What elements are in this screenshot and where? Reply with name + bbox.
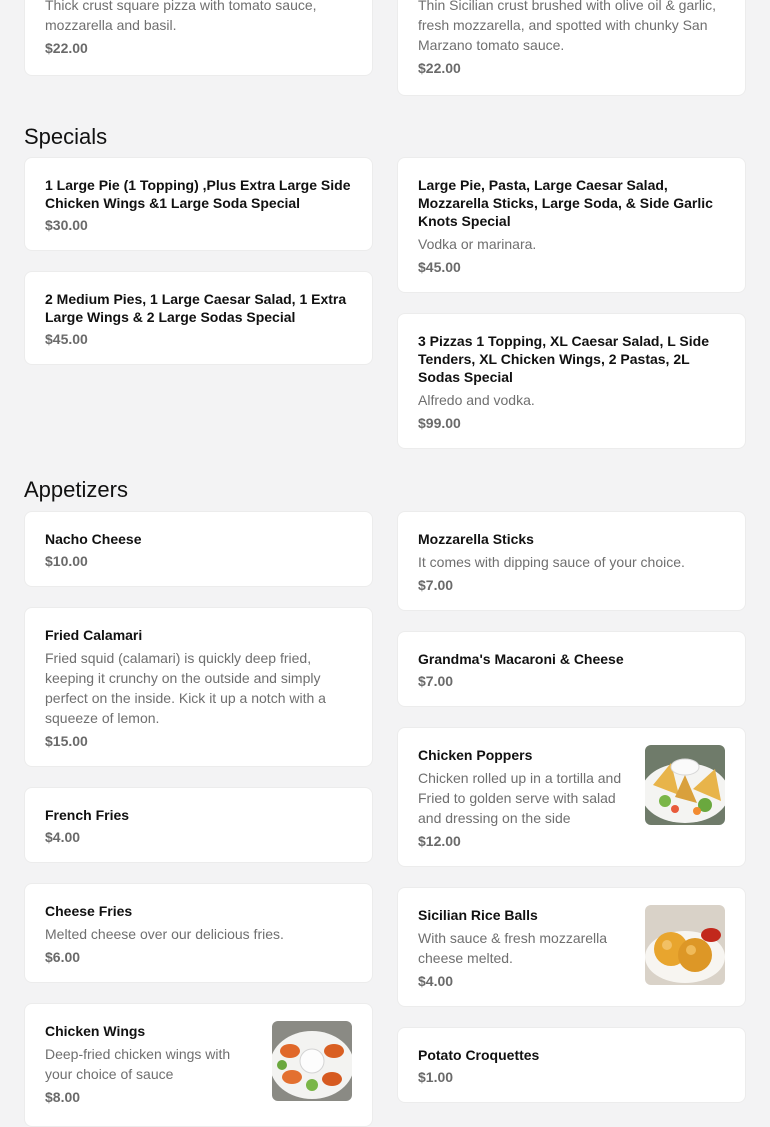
item-title: Chicken Wings: [45, 1023, 146, 1039]
item-description: Thick crust square pizza with tomato sauce, mozzarella and basil.: [45, 0, 317, 33]
item-description: Fried squid (calamari) is quickly deep fried, keeping it crunchy on the outside and simply perfect on the inside. Kick it up a notch with a squeeze of lemon.: [45, 650, 326, 726]
item-price: $15.00: [45, 733, 88, 749]
item-description: Deep-fried chicken wings with your choice of sauce: [45, 1046, 231, 1082]
item-price: $7.00: [418, 673, 454, 689]
item-title: 2 Medium Pies, 1 Large Caesar Salad, 1 Extra Large Wings & 2 Large Sodas Special: [45, 291, 347, 325]
item-price: $4.00: [45, 829, 81, 845]
item-price: $22.00: [45, 40, 88, 56]
menu-item-card[interactable]: [397, 157, 746, 293]
chicken-poppers-image[interactable]: [645, 745, 725, 825]
item-price: $8.00: [45, 1089, 81, 1105]
item-price: $1.00: [418, 1069, 454, 1085]
item-price: $7.00: [418, 577, 454, 593]
item-title: 3 Pizzas 1 Topping, XL Caesar Salad, L Side Tenders, XL Chicken Wings, 2 Pastas, 2L Sodas Special: [418, 333, 709, 385]
section-title-appetizers: Appetizers: [24, 477, 128, 502]
menu-item-card[interactable]: [397, 313, 746, 449]
menu-item-card[interactable]: [397, 1027, 746, 1103]
item-price: $30.00: [45, 217, 88, 233]
menu-item-card[interactable]: [24, 511, 373, 587]
menu-item-card[interactable]: [24, 157, 373, 251]
menu-item-card[interactable]: [397, 511, 746, 611]
menu-item-card[interactable]: [397, 887, 746, 1007]
item-price: $10.00: [45, 553, 88, 569]
item-title: Fried Calamari: [45, 627, 143, 643]
menu-item-card[interactable]: [24, 883, 373, 983]
item-description: Thin Sicilian crust brushed with olive oil & garlic, fresh mozzarella, and spotted with chunky San Marzano tomato sauce.: [418, 0, 717, 53]
item-title: Large Pie, Pasta, Large Caesar Salad, Mozzarella Sticks, Large Soda, & Side Garlic Knots Special: [418, 177, 713, 229]
menu-item-card[interactable]: [397, 0, 746, 96]
section-title-specials: Specials: [24, 124, 108, 149]
item-description: Chicken rolled up in a tortilla and Fried to golden serve with salad and dressing on the side: [418, 770, 622, 826]
rice-balls-image[interactable]: [645, 905, 725, 985]
item-title: Cheese Fries: [45, 903, 133, 919]
item-price: $6.00: [45, 949, 81, 965]
item-title: Grandma's Macaroni & Cheese: [418, 651, 624, 667]
item-description: Alfredo and vodka.: [418, 392, 535, 408]
item-price: $12.00: [418, 833, 461, 849]
menu-item-card[interactable]: [24, 607, 373, 767]
item-price: $45.00: [45, 331, 88, 347]
item-title: Chicken Poppers: [418, 747, 533, 763]
item-title: Nacho Cheese: [45, 531, 142, 547]
item-price: $99.00: [418, 415, 461, 431]
item-title: Sicilian Rice Balls: [418, 907, 538, 923]
item-price: $22.00: [418, 60, 461, 76]
menu-item-card[interactable]: [397, 631, 746, 707]
item-title: Potato Croquettes: [418, 1047, 540, 1063]
menu-item-card[interactable]: [24, 787, 373, 863]
item-title: Mozzarella Sticks: [418, 531, 534, 547]
menu-item-card[interactable]: [24, 0, 373, 76]
item-price: $4.00: [418, 973, 454, 989]
menu-item-card[interactable]: [24, 1003, 373, 1127]
item-description: Vodka or marinara.: [418, 236, 537, 252]
item-title: French Fries: [45, 807, 130, 823]
item-title: 1 Large Pie (1 Topping) ,Plus Extra Large Side Chicken Wings &1 Large Soda Special: [45, 177, 351, 211]
menu-item-card[interactable]: [397, 727, 746, 867]
item-description: With sauce & fresh mozzarella cheese melted.: [418, 930, 608, 966]
item-description: It comes with dipping sauce of your choice.: [418, 554, 685, 570]
chicken-wings-image[interactable]: [272, 1021, 352, 1101]
menu-item-card[interactable]: [24, 271, 373, 365]
item-price: $45.00: [418, 259, 461, 275]
item-description: Melted cheese over our delicious fries.: [45, 926, 284, 942]
